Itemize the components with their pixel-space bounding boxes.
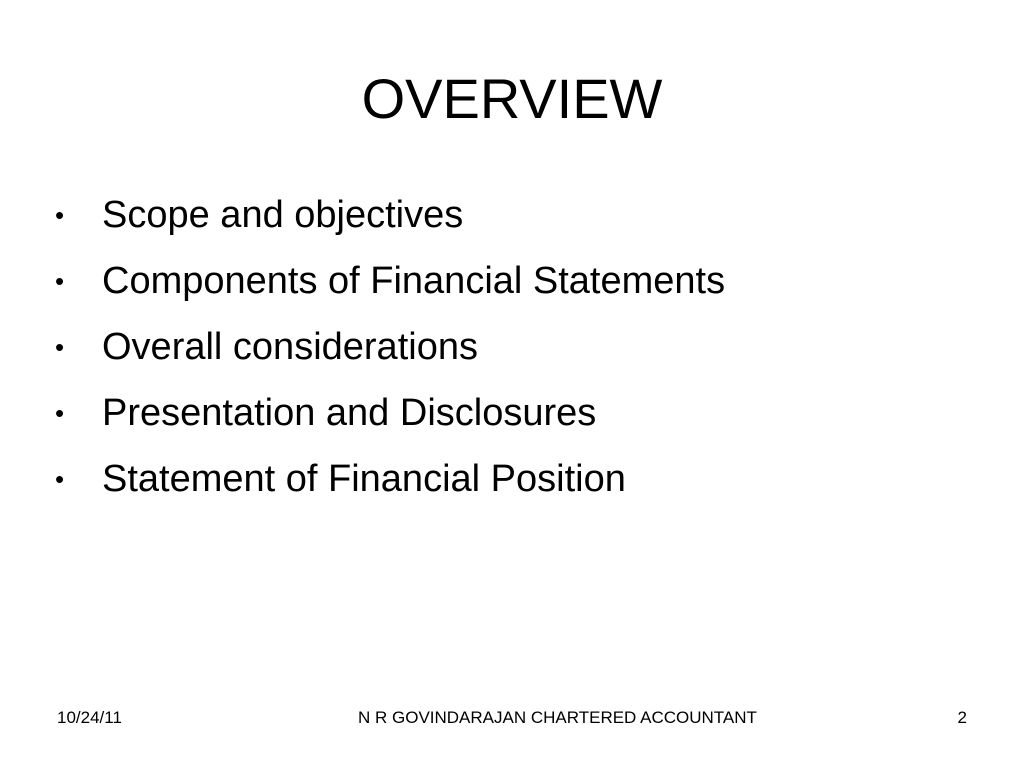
- bullet-icon: •: [55, 398, 65, 428]
- bullet-icon: •: [55, 266, 65, 296]
- bullet-text: Scope and objectives: [102, 194, 464, 236]
- slide-title: OVERVIEW: [361, 67, 663, 130]
- footer-author: N R GOVINDARAJAN CHARTERED ACCOUNTANT: [358, 708, 757, 727]
- bullet-icon: •: [55, 200, 65, 230]
- bullet-text: Statement of Financial Position: [102, 458, 626, 500]
- bullet-text: Presentation and Disclosures: [102, 392, 597, 434]
- bullet-text: Components of Financial Statements: [102, 260, 726, 302]
- bullet-icon: •: [55, 332, 65, 362]
- bullet-icon: •: [55, 464, 65, 494]
- footer-page-number: 2: [957, 708, 967, 727]
- bullet-text: Overall considerations: [102, 326, 478, 368]
- footer-date: 10/24/11: [57, 708, 122, 727]
